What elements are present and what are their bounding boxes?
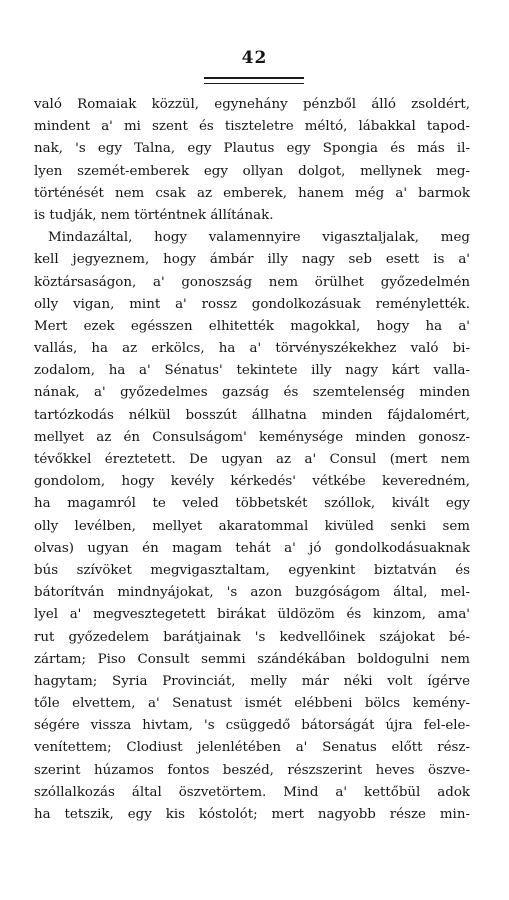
text-line: mindent a' mi szent és tiszteletre méltó, lábakkal tapod- <box>34 119 470 135</box>
text-line: venítettem; Clodiust jelenlétében a' Senatus előtt rész- <box>34 740 470 756</box>
text-line: köztársaságon, a' gonoszság nem örülhet győzedelmén <box>34 274 470 290</box>
text-line: olly levélben, mellyet akaratommal kivüled senki sem <box>34 518 470 534</box>
text-line: bús szívöket megvigasztaltam, egyenkint biztatván és <box>34 562 470 578</box>
text-line: történését nem csak az emberek, hanem még a' barmok <box>34 185 470 201</box>
page-number: 42 <box>241 48 268 68</box>
text-line: mellyet az én Consulságom' keménysége minden gonosz- <box>34 429 470 445</box>
text-line: lyen szemét-emberek egy ollyan dolgot, mellynek meg- <box>34 163 470 179</box>
text-line: tartózkodás nélkül bosszút állhatna minden fájdalomért, <box>34 407 470 423</box>
text-line: Mert ezek egésszen elhitették magokkal, hogy ha a' <box>34 318 470 334</box>
header-rule-thin <box>204 83 304 84</box>
text-line: Mindazáltal, hogy valamennyire vigasztaljalak, meg <box>48 230 470 246</box>
text-line: kell jegyeznem, hogy ámbár illy nagy seb esett is a' <box>34 252 470 268</box>
text-line: hagytam; Syria Provinciát, melly már néki volt ígérve <box>34 673 470 689</box>
text-line: szóllalkozás által öszvetörtem. Mind a' kettőbül adok <box>34 784 470 800</box>
text-line: is tudják, nem történtnek állítának. <box>34 207 274 223</box>
text-line: ha magamról te veled többetskét szóllok, kivált egy <box>34 496 470 512</box>
text-line: gondolom, hogy kevély kérkedés' vétkébe keveredném, <box>34 474 470 490</box>
text-line: zodalom, ha a' Sénatus' tekintete illy nagy kárt valla- <box>34 363 470 379</box>
text-line: tőle elvettem, a' Senatust ismét elébbeni bölcs kemény- <box>34 696 470 712</box>
text-line: szerint húzamos fontos beszéd, részszerint heves öszve- <box>34 762 470 778</box>
text-line: rut győzedelem barátjainak 's kedvellőinek szájokat bé- <box>34 629 470 645</box>
text-line: bátorítván mindnyájokat, 's azon buzgóságom által, mel- <box>34 585 470 601</box>
text-line: nának, a' győzedelmes gazság és szemtelenség minden <box>34 385 470 401</box>
text-line: való Romaiak közzül, egynehány pénzből álló zsoldért, <box>34 97 470 112</box>
text-line: olvas) ugyan én magam tehát a' jó gondolkodásuaknak <box>34 540 470 556</box>
text-line: olly vigan, mint a' rossz gondolkozásuak reménylették. <box>34 296 470 312</box>
body-text <box>34 94 470 826</box>
text-line: nak, 's egy Talna, egy Plautus egy Spongia és más il- <box>34 141 470 157</box>
text-line: ségére vissza hivtam, 's csüggedő bátorságát újra fel-ele- <box>34 718 470 734</box>
header-rule-thick <box>204 77 304 79</box>
text-line: vallás, ha az erkölcs, ha a' törvényszékekhez való bi- <box>34 341 470 357</box>
text-line: zártam; Piso Consult semmi szándékában boldogulni nem <box>34 651 470 667</box>
text-line: lyel a' megvesztegetett birákat üldözöm és kinzom, ama' <box>34 607 470 623</box>
text-line: tévőkkel éreztetett. De ugyan az a' Consul (mert nem <box>34 452 470 467</box>
text-line: ha tetszik, egy kis kóstolót; mert nagyobb része min- <box>34 807 470 822</box>
